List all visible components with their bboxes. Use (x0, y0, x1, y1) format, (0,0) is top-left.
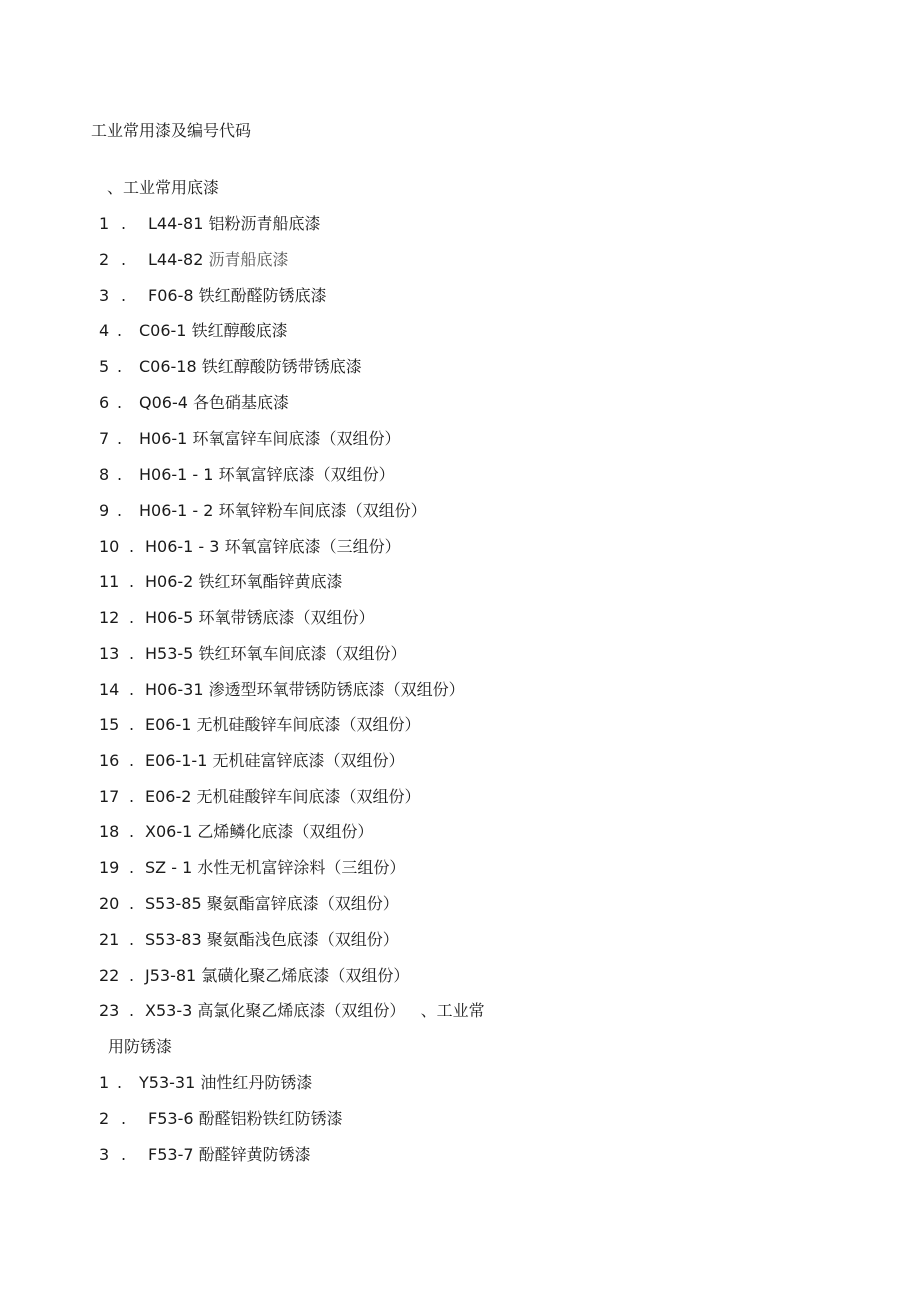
list-item (99, 680, 465, 700)
item-number: 22 (99, 966, 120, 985)
list-item (99, 393, 289, 413)
item-number: 11 (99, 572, 120, 591)
item-name: 环氧富锌底漆（三组份） (224, 537, 401, 556)
item-name: 无机硅酸锌车间底漆（双组份） (196, 715, 421, 734)
item-number: 9 (99, 501, 110, 520)
item-dot: . (129, 608, 135, 627)
list-item (99, 787, 421, 807)
item-number: 1 (99, 214, 110, 233)
item-code: F53-6 (148, 1109, 194, 1128)
item-name: 铁红环氧车间底漆（双组份） (198, 644, 407, 663)
list-item (99, 572, 342, 592)
item-dot: . (121, 286, 127, 305)
list-item (99, 1001, 485, 1021)
item-dot: . (129, 822, 135, 841)
item-dot: . (129, 751, 135, 770)
item-dot: . (129, 787, 135, 806)
item-code: H06-1 - 2 (139, 501, 214, 520)
item-dot: . (129, 930, 135, 949)
item-code: L44-82 (148, 250, 204, 269)
item-name: 环氧带锈底漆（双组份） (198, 608, 375, 627)
item-dot: . (129, 680, 135, 699)
list-item (99, 1073, 312, 1093)
item-name: 乙烯鳞化底漆（双组份） (197, 822, 374, 841)
item-number: 2 (99, 250, 110, 269)
item-code: SZ - 1 (145, 858, 193, 877)
item-number: 5 (99, 357, 110, 376)
item-dot: . (117, 465, 123, 484)
item-code: J53-81 (145, 966, 197, 985)
item-name: 水性无机富锌涂料（三组份） (197, 858, 406, 877)
item-dot: . (129, 572, 135, 591)
item-dot: . (117, 357, 123, 376)
item-number: 14 (99, 680, 120, 699)
list-item (99, 608, 374, 628)
item-number: 12 (99, 608, 120, 627)
list-item (99, 930, 399, 950)
list-item (99, 465, 395, 485)
item-number: 16 (99, 751, 120, 770)
list-item (99, 321, 288, 341)
item-name: 铝粉沥青船底漆 (208, 214, 321, 233)
item-dot: . (129, 858, 135, 877)
item-dot: . (117, 501, 123, 520)
item-name: 环氧锌粉车间底漆（双组份） (218, 501, 427, 520)
list-item (99, 715, 421, 735)
item-name: 环氧富锌车间底漆（双组份） (192, 429, 401, 448)
item-number: 3 (99, 1145, 110, 1164)
item-dot: . (129, 715, 135, 734)
list-item (99, 858, 405, 878)
item-dot: . (117, 1073, 123, 1092)
item-name: 渗透型环氧带锈防锈底漆（双组份） (208, 680, 465, 699)
item-name: 铁红酚醛防锈底漆 (198, 286, 327, 305)
item-code: F53-7 (148, 1145, 194, 1164)
item-number: 19 (99, 858, 120, 877)
item-code: H06-1 - 1 (139, 465, 214, 484)
item-code: H53-5 (145, 644, 194, 663)
list-item (99, 751, 404, 771)
item-name: 无机硅酸锌车间底漆（双组份） (196, 787, 421, 806)
item-number: 1 (99, 1073, 110, 1092)
item-name: 各色硝基底漆 (193, 393, 290, 412)
item-name: 聚氨酯富锌底漆（双组份） (206, 894, 399, 913)
item-number: 4 (99, 321, 110, 340)
item-dot: . (129, 966, 135, 985)
item-name: 沥青船底漆 (208, 250, 289, 269)
item-name: 高氯化聚乙烯底漆（双组份） 、工业常 (197, 1001, 485, 1020)
item-number: 21 (99, 930, 120, 949)
item-code: F06-8 (148, 286, 194, 305)
item-number: 7 (99, 429, 110, 448)
item-code: E06-1-1 (145, 751, 208, 770)
item-code: S53-83 (145, 930, 202, 949)
item-name: 无机硅富锌底漆（双组份） (212, 751, 405, 770)
list-item (99, 214, 321, 234)
item-number: 23 (99, 1001, 120, 1020)
item-code: H06-1 (139, 429, 188, 448)
item-code: H06-1 - 3 (145, 537, 220, 556)
list-item (99, 501, 427, 521)
item-dot: . (121, 214, 127, 233)
list-item (99, 537, 401, 557)
list-item (99, 822, 373, 842)
item-code: X06-1 (145, 822, 193, 841)
list-item (99, 1145, 311, 1165)
item-dot: . (117, 429, 123, 448)
item-number: 17 (99, 787, 120, 806)
item-code: S53-85 (145, 894, 202, 913)
item-code: C06-1 (139, 321, 187, 340)
item-name: 酚醛铝粉铁红防锈漆 (198, 1109, 343, 1128)
item-number: 13 (99, 644, 120, 663)
item-name: 环氧富锌底漆（双组份） (218, 465, 395, 484)
item-number: 10 (99, 537, 120, 556)
item-number: 15 (99, 715, 120, 734)
item-dot: . (129, 644, 135, 663)
item-number: 3 (99, 286, 110, 305)
item-number: 20 (99, 894, 120, 913)
list-item (99, 250, 289, 270)
item-code: E06-2 (145, 787, 192, 806)
section-heading-antirust: 用防锈漆 (108, 1037, 173, 1056)
section-heading-primers: 、工业常用底漆 (107, 178, 220, 197)
item-name: 聚氨酯浅色底漆（双组份） (206, 930, 399, 949)
item-name: 铁红环氧酯锌黄底漆 (198, 572, 343, 591)
item-dot: . (129, 537, 135, 556)
item-number: 2 (99, 1109, 110, 1128)
list-item (99, 1109, 343, 1129)
item-name: 铁红醇酸底漆 (191, 321, 288, 340)
item-code: H06-5 (145, 608, 194, 627)
item-code: H06-2 (145, 572, 194, 591)
item-number: 18 (99, 822, 120, 841)
list-item (99, 966, 409, 986)
item-name: 铁红醇酸防锈带锈底漆 (201, 357, 362, 376)
item-dot: . (117, 393, 123, 412)
item-name: 氯磺化聚乙烯底漆（双组份） (201, 966, 410, 985)
item-code: H06-31 (145, 680, 204, 699)
item-dot: . (117, 321, 123, 340)
document-title: 工业常用漆及编号代码 (91, 121, 252, 140)
item-code: L44-81 (148, 214, 204, 233)
list-item (99, 644, 406, 664)
item-dot: . (121, 1145, 127, 1164)
item-code: C06-18 (139, 357, 197, 376)
item-code: X53-3 (145, 1001, 193, 1020)
item-dot: . (121, 1109, 127, 1128)
item-dot: . (129, 894, 135, 913)
list-item (99, 357, 362, 377)
list-item (99, 429, 400, 449)
item-code: E06-1 (145, 715, 192, 734)
item-dot: . (121, 250, 127, 269)
item-name: 油性红丹防锈漆 (200, 1073, 313, 1092)
item-number: 6 (99, 393, 110, 412)
item-name: 酚醛锌黄防锈漆 (198, 1145, 311, 1164)
item-code: Y53-31 (139, 1073, 196, 1092)
item-code: Q06-4 (139, 393, 188, 412)
list-item (99, 286, 327, 306)
list-item (99, 894, 399, 914)
item-dot: . (129, 1001, 135, 1020)
item-number: 8 (99, 465, 110, 484)
